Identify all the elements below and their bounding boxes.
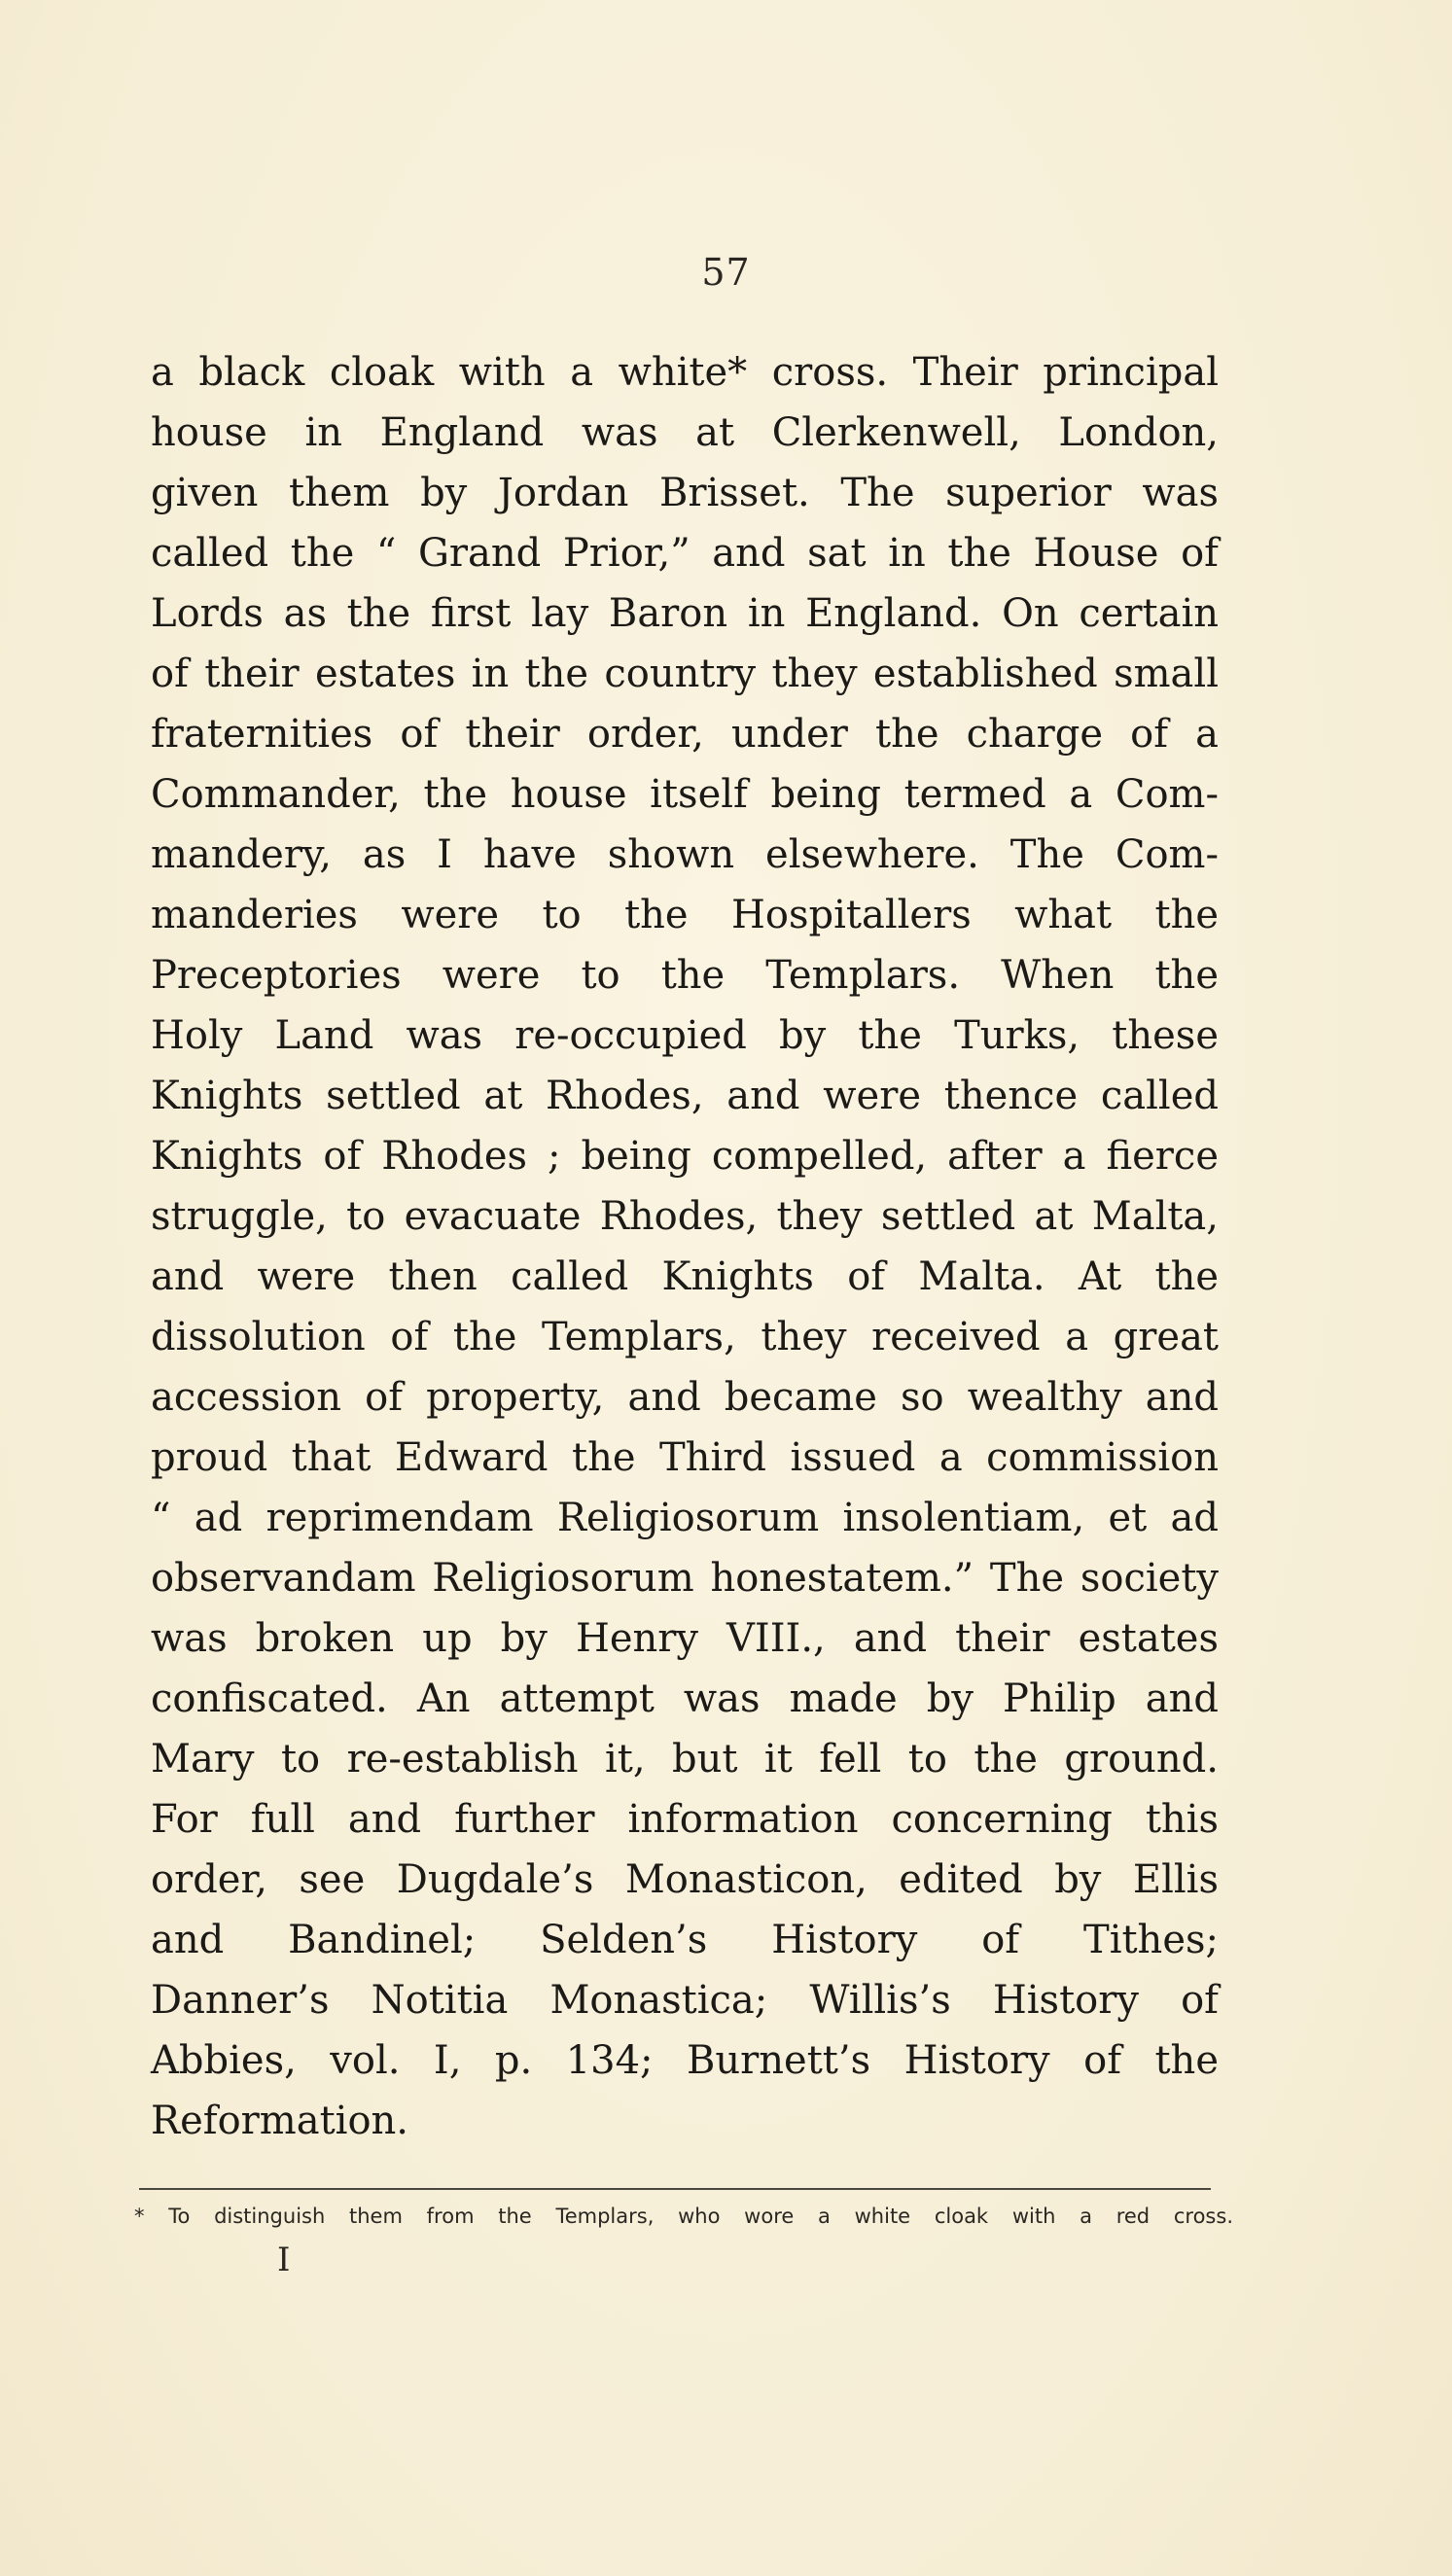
text-line: Mary to re-establish it, but it fell to the ground. (151, 1737, 1219, 1782)
text-line: order, see Dugdale’s Monasticon, edited by Ellis (151, 1857, 1219, 1902)
footnote-divider (139, 2188, 1211, 2190)
text-line: observandam Religiosorum honestatem.” The society (151, 1556, 1219, 1601)
text-line: Commander, the house itself being termed a Com- (151, 772, 1219, 817)
text-line: Knights of Rhodes ; being compelled, after a fierce (151, 1134, 1219, 1179)
text-line: “ ad reprimendam Religiosorum insolentiam, et ad (151, 1496, 1219, 1540)
text-line: confiscated. An attempt was made by Philip and (151, 1676, 1219, 1721)
text-line: Lords as the first lay Baron in England. On certain (151, 591, 1219, 636)
text-line: For full and further information concerning this (151, 1797, 1219, 1842)
text-line: of their estates in the country they established small (151, 652, 1219, 696)
text-line: Reformation. (151, 2099, 408, 2143)
text-line: manderies were to the Hospitallers what the (151, 893, 1219, 937)
text-line: called the “ Grand Prior,” and sat in the House of (151, 531, 1219, 576)
text-line: dissolution of the Templars, they received a great (151, 1315, 1219, 1359)
text-line: given them by Jordan Brisset. The superior was (151, 471, 1219, 515)
text-line: Danner’s Notitia Monastica; Willis’s History of (151, 1978, 1219, 2023)
text-line: and were then called Knights of Malta. At the (151, 1254, 1219, 1299)
text-line: house in England was at Clerkenwell, London, (151, 410, 1219, 455)
text-line: Abbies, vol. I, p. 134; Burnett’s History of the (151, 2038, 1219, 2083)
page-number: 57 (701, 251, 751, 294)
text-line: fraternities of their order, under the charge of a (151, 712, 1219, 757)
text-line: Holy Land was re-occupied by the Turks, these (151, 1013, 1219, 1058)
text-line: was broken up by Henry VIII., and their estates (151, 1616, 1219, 1661)
text-line: and Bandinel; Selden’s History of Tithes; (151, 1918, 1219, 1962)
footnote: * To distinguish them from the Templars, who wore a white cloak with a red cross. (134, 2205, 1233, 2228)
text-line: Knights settled at Rhodes, and were thence called (151, 1074, 1219, 1118)
text-line: accession of property, and became so wealthy and (151, 1375, 1219, 1420)
text-line: mandery, as I have shown elsewhere. The Com- (151, 832, 1219, 877)
text-line: Preceptories were to the Templars. When the (151, 953, 1219, 998)
body-text (151, 342, 1219, 2151)
text-line: struggle, to evacuate Rhodes, they settled at Malta, (151, 1194, 1219, 1239)
text-line: a black cloak with a white* cross. Their principal (151, 350, 1219, 395)
signature-mark: I (277, 2241, 291, 2279)
text-line: proud that Edward the Third issued a commission (151, 1435, 1219, 1480)
